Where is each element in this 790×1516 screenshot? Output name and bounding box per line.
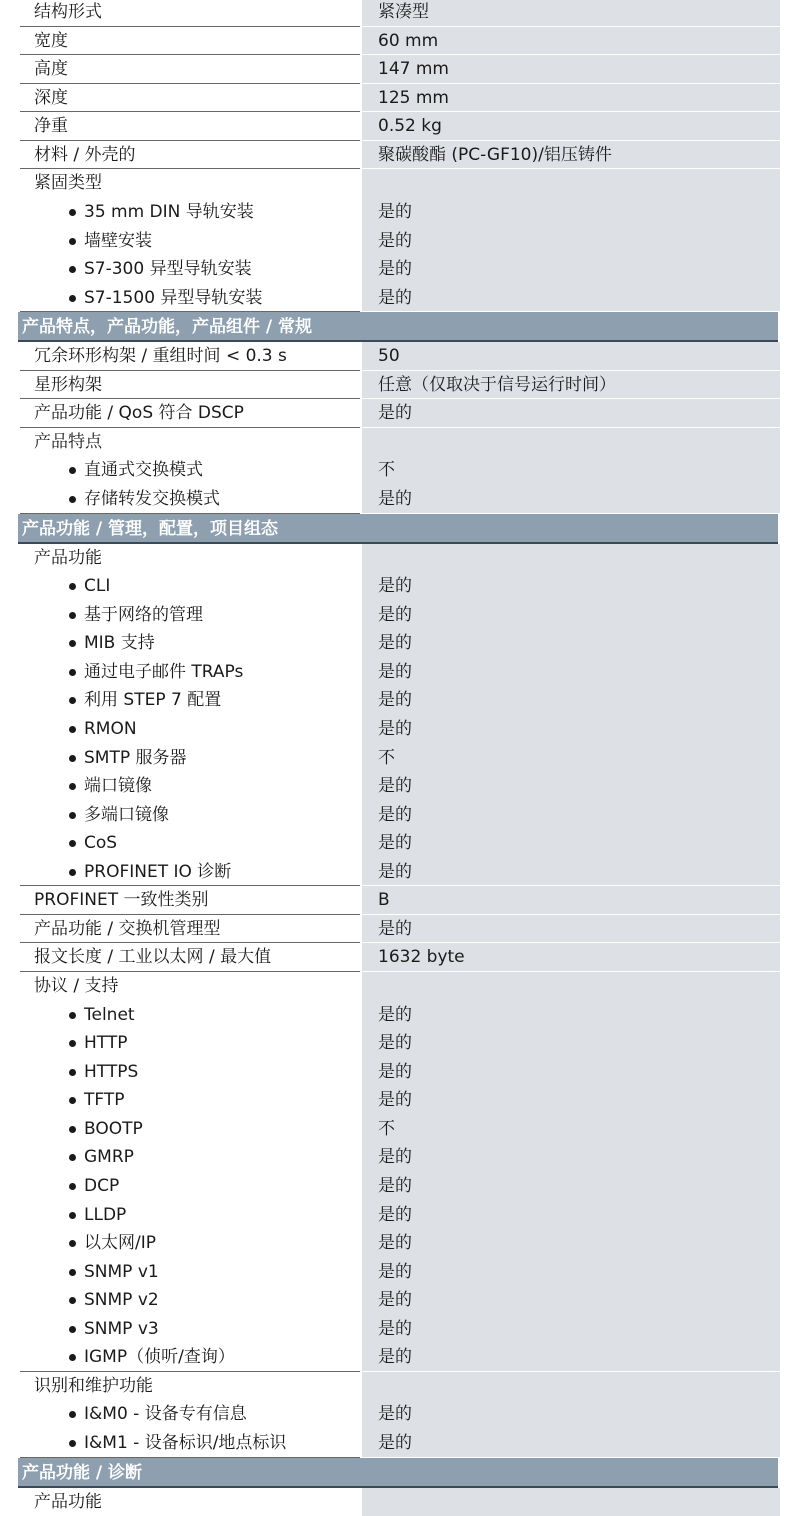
section-title: 产品功能 / 诊断 <box>18 1458 778 1488</box>
spec-label: SNMP v1 <box>20 1258 360 1287</box>
spec-row <box>0 55 790 84</box>
spec-label: MIB 支持 <box>20 629 360 658</box>
spec-value: 是的 <box>362 1429 780 1458</box>
spec-label: 净重 <box>20 112 360 141</box>
spec-bullet-row <box>0 629 790 658</box>
spec-group-row <box>0 972 790 1001</box>
spec-bullet-row <box>0 1201 790 1230</box>
spec-bullet-row <box>0 686 790 715</box>
spec-label: CoS <box>20 829 360 858</box>
spec-bullet-row <box>0 1029 790 1058</box>
spec-bullet-row <box>0 658 790 687</box>
spec-label: PROFINET 一致性类别 <box>20 886 360 915</box>
spec-label: 紧固类型 <box>34 173 102 194</box>
spec-bullet-row <box>0 1143 790 1172</box>
spec-row <box>0 27 790 56</box>
section-title: 产品功能 / 管理，配置，项目组态 <box>18 514 778 544</box>
spec-bullet-row <box>0 456 790 485</box>
section-header <box>0 312 790 342</box>
spec-label: 报文长度 / 工业以太网 / 最大值 <box>20 943 360 972</box>
spec-label: S7-300 异型导轨安装 <box>20 255 360 284</box>
spec-bullet-row <box>0 1058 790 1087</box>
section-header <box>0 514 790 544</box>
spec-value: 是的 <box>362 227 780 256</box>
spec-value: 0.52 kg <box>362 112 780 141</box>
spec-value <box>362 1372 780 1401</box>
spec-value: 是的 <box>362 858 780 887</box>
spec-label: 星形构架 <box>20 371 360 400</box>
spec-label: CLI <box>20 572 360 601</box>
spec-value: 是的 <box>362 629 780 658</box>
spec-value: 不 <box>362 744 780 773</box>
spec-value: 是的 <box>362 772 780 801</box>
spec-label: 宽度 <box>20 27 360 56</box>
spec-label: SMTP 服务器 <box>20 744 360 773</box>
spec-value: 是的 <box>362 1001 780 1030</box>
spec-label: 35 mm DIN 导轨安装 <box>20 198 360 227</box>
spec-bullet-row <box>0 1343 790 1372</box>
spec-value <box>362 428 780 457</box>
spec-value <box>362 169 780 198</box>
spec-value: 不 <box>362 1115 780 1144</box>
spec-label: SNMP v2 <box>20 1286 360 1315</box>
spec-bullet-row <box>0 255 790 284</box>
spec-label: Telnet <box>20 1001 360 1030</box>
spec-bullet-row <box>0 801 790 830</box>
spec-bullet-row <box>0 1115 790 1144</box>
spec-value: 是的 <box>362 1229 780 1258</box>
spec-bullet-row <box>0 1286 790 1315</box>
spec-bullet-row <box>0 772 790 801</box>
spec-label: 利用 STEP 7 配置 <box>20 686 360 715</box>
spec-label: 存储转发交换模式 <box>20 485 360 514</box>
spec-value: 是的 <box>362 1258 780 1287</box>
spec-row <box>0 943 790 972</box>
spec-value: 是的 <box>362 198 780 227</box>
spec-value: 是的 <box>362 1343 780 1372</box>
spec-label: S7-1500 异型导轨安装 <box>20 284 360 313</box>
spec-label: IGMP（侦听/查询） <box>20 1343 360 1372</box>
spec-row <box>0 915 790 944</box>
spec-bullet-row <box>0 572 790 601</box>
spec-label: 产品功能 <box>34 547 102 568</box>
section-header <box>0 1458 790 1488</box>
spec-value: 是的 <box>362 399 780 428</box>
spec-value: 是的 <box>362 572 780 601</box>
spec-label: BOOTP <box>20 1115 360 1144</box>
spec-label: RMON <box>20 715 360 744</box>
spec-bullet-row <box>0 284 790 313</box>
spec-label: 以太网/IP <box>20 1229 360 1258</box>
spec-value: 是的 <box>362 1286 780 1315</box>
spec-label: 协议 / 支持 <box>34 976 119 996</box>
spec-label: GMRP <box>20 1143 360 1172</box>
spec-value <box>362 1488 780 1516</box>
spec-value: 是的 <box>362 829 780 858</box>
spec-value: 不 <box>362 456 780 485</box>
spec-bullet-row <box>0 1086 790 1115</box>
spec-row <box>0 84 790 113</box>
spec-bullet-row <box>0 829 790 858</box>
spec-bullet-row <box>0 601 790 630</box>
spec-label: 产品特点 <box>34 431 102 452</box>
spec-value: 是的 <box>362 1058 780 1087</box>
spec-label: 深度 <box>20 84 360 113</box>
spec-group-row <box>0 544 790 573</box>
spec-row <box>0 112 790 141</box>
spec-label: HTTPS <box>20 1058 360 1087</box>
spec-label: 多端口镜像 <box>20 801 360 830</box>
spec-label: 高度 <box>20 55 360 84</box>
spec-label: 通过电子邮件 TRAPs <box>20 658 360 687</box>
spec-bullet-row <box>0 227 790 256</box>
spec-label: 材料 / 外壳的 <box>20 141 360 170</box>
spec-bullet-row <box>0 1315 790 1344</box>
spec-group-row <box>0 1488 790 1516</box>
spec-value: 50 <box>362 342 780 371</box>
spec-bullet-row <box>0 485 790 514</box>
spec-label: 冗余环形构架 / 重组时间 < 0.3 s <box>20 342 360 371</box>
spec-group-row <box>0 169 790 198</box>
spec-row <box>0 141 790 170</box>
spec-value: 是的 <box>362 255 780 284</box>
spec-value: 聚碳酸酯 (PC-GF10)/铝压铸件 <box>362 141 780 170</box>
spec-label: TFTP <box>20 1086 360 1115</box>
spec-value: 是的 <box>362 1201 780 1230</box>
spec-bullet-row <box>0 198 790 227</box>
spec-label: 结构形式 <box>20 0 360 27</box>
spec-value: 是的 <box>362 284 780 313</box>
spec-value: 是的 <box>362 601 780 630</box>
spec-group-row <box>0 428 790 457</box>
spec-bullet-row <box>0 858 790 887</box>
spec-value: 125 mm <box>362 84 780 113</box>
spec-group-row <box>0 1372 790 1401</box>
spec-value: 是的 <box>362 485 780 514</box>
spec-value: 是的 <box>362 1315 780 1344</box>
spec-label: 基于网络的管理 <box>20 601 360 630</box>
spec-label: PROFINET IO 诊断 <box>20 858 360 887</box>
spec-row <box>0 342 790 371</box>
spec-label: I&M1 - 设备标识/地点标识 <box>20 1429 360 1458</box>
spec-label: 产品功能 <box>34 1491 102 1512</box>
spec-label: DCP <box>20 1172 360 1201</box>
spec-value: 是的 <box>362 1086 780 1115</box>
spec-bullet-row <box>0 715 790 744</box>
spec-label: SNMP v3 <box>20 1315 360 1344</box>
spec-value: 是的 <box>362 715 780 744</box>
spec-value: 是的 <box>362 1172 780 1201</box>
spec-value: 60 mm <box>362 27 780 56</box>
spec-bullet-row <box>0 1400 790 1429</box>
spec-bullet-row <box>0 1258 790 1287</box>
spec-value: 是的 <box>362 686 780 715</box>
spec-bullet-row <box>0 1229 790 1258</box>
spec-row <box>0 399 790 428</box>
spec-value: 是的 <box>362 801 780 830</box>
spec-row <box>0 371 790 400</box>
spec-value <box>362 972 780 1001</box>
spec-label: 产品功能 / 交换机管理型 <box>20 915 360 944</box>
spec-row <box>0 0 790 27</box>
spec-label: 识别和维护功能 <box>34 1375 153 1396</box>
spec-label: 墙壁安装 <box>20 227 360 256</box>
spec-label: LLDP <box>20 1201 360 1230</box>
spec-value: 是的 <box>362 1143 780 1172</box>
spec-label: 产品功能 / QoS 符合 DSCP <box>20 399 360 428</box>
spec-value: 147 mm <box>362 55 780 84</box>
spec-value: B <box>362 886 780 915</box>
spec-value: 是的 <box>362 915 780 944</box>
spec-bullet-row <box>0 744 790 773</box>
section-title: 产品特点，产品功能，产品组件 / 常规 <box>18 312 778 342</box>
spec-value: 紧凑型 <box>362 0 780 27</box>
spec-row <box>0 886 790 915</box>
spec-label: I&M0 - 设备专有信息 <box>20 1400 360 1429</box>
spec-label: 端口镜像 <box>20 772 360 801</box>
spec-bullet-row <box>0 1429 790 1458</box>
spec-value: 是的 <box>362 1029 780 1058</box>
spec-value: 是的 <box>362 658 780 687</box>
spec-value: 1632 byte <box>362 943 780 972</box>
spec-bullet-row <box>0 1001 790 1030</box>
spec-value: 任意（仅取决于信号运行时间） <box>362 371 780 400</box>
spec-bullet-row <box>0 1172 790 1201</box>
spec-value <box>362 544 780 573</box>
spec-label: 直通式交换模式 <box>20 456 360 485</box>
spec-value: 是的 <box>362 1400 780 1429</box>
spec-label: HTTP <box>20 1029 360 1058</box>
